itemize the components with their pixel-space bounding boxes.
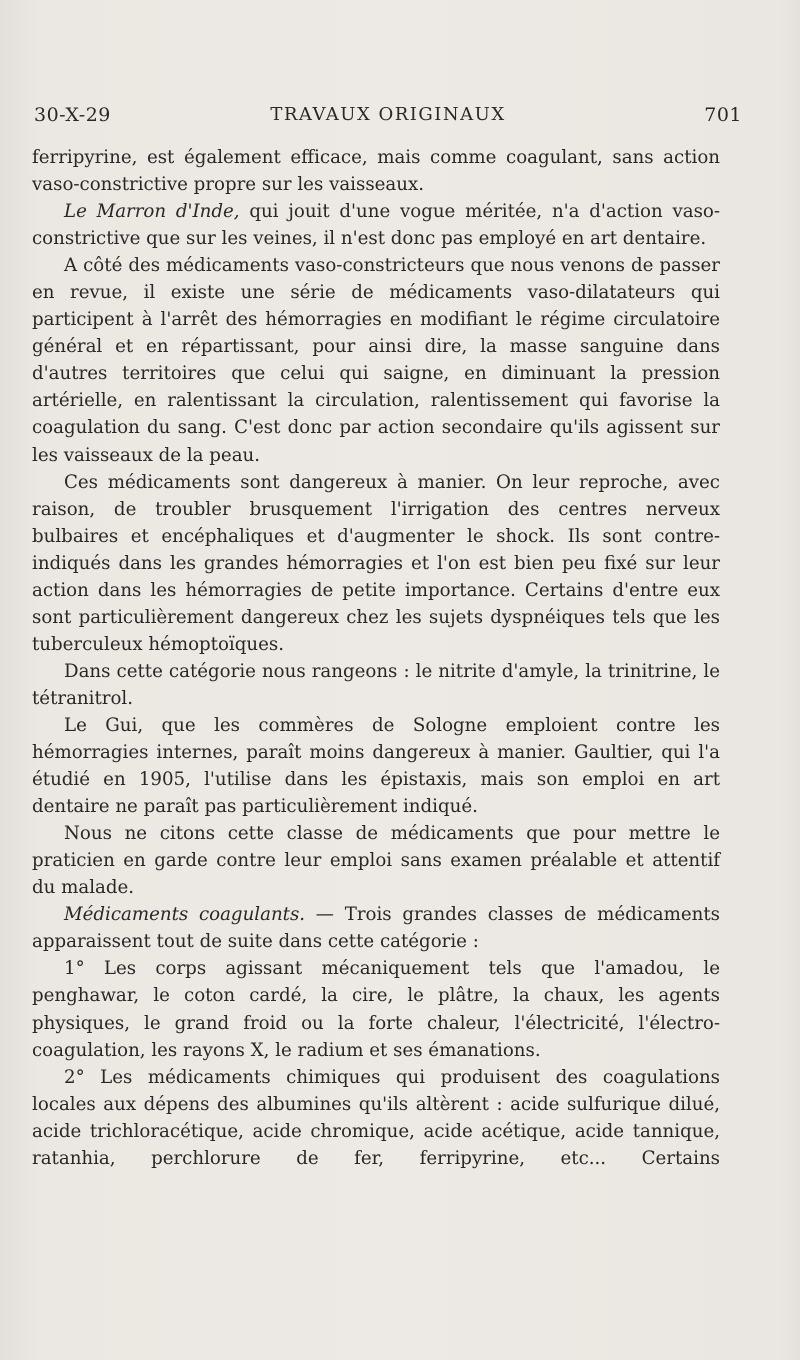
paragraph xyxy=(32,198,720,252)
paragraph-text: Ces médicaments sont dangereux à manier. On leur reproche, avec raison, de troubler brusquement l'irrigation des centres nerveux bulbaires et encéphaliques et d'augmenter le shock. Ils sont contre-indiqués dans les grandes hémorragies et l'on est bien peu fixé sur leur action dans les hémorragies de petite importance. Certains d'entre eux sont particulièrement dangereux chez les sujets dyspnéiques tels que les tuberculeux hémoptoïques. xyxy=(32,471,720,655)
header-section-title: TRAVAUX ORIGINAUX xyxy=(270,104,506,125)
paragraph-text: ferripyrine, est également efficace, mais comme coagulant, sans action vaso-constrictive propre sur les vaisseaux. xyxy=(32,147,720,196)
paragraph xyxy=(32,1064,720,1172)
paragraph-text: 2° Les médicaments chimiques qui produisent des coagulations locales aux dépens des albumines qu'ils altèrent : acide sulfurique dilué, acide trichloracétique, acide chromique, acide acétique, acide tannique, ratanhia, perchlorure de fer, ferripyrine, etc... Certains xyxy=(32,1066,720,1169)
paragraph-text: — Trois grandes classes de médicaments apparaissent tout de suite dans cette catégorie : xyxy=(32,904,721,953)
paragraph-text: 1° Les corps agissant mécaniquement tels que l'amadou, le penghawar, le coton cardé, la cire, le plâtre, la chaux, les agents physiques, le grand froid ou la forte chaleur, l'électricité, l'électro-coagulation, les rayons X, le radium et ses émanations. xyxy=(32,958,720,1061)
paragraph xyxy=(32,901,720,955)
paragraph-text: Dans cette catégorie nous rangeons : le nitrite d'amyle, la trinitrine, le tétranitrol. xyxy=(32,660,720,709)
paragraph-lead-italic: Le Marron d'Inde, xyxy=(64,201,240,223)
paragraph xyxy=(32,658,720,712)
paragraph xyxy=(32,820,720,901)
page-number: 701 xyxy=(704,104,742,126)
paragraph-text: Nous ne citons cette classe de médicaments que pour mettre le praticien en garde contre leur emploi sans examen préalable et attentif du malade. xyxy=(32,823,720,899)
paragraph-text: qui jouit d'une vogue méritée, n'a d'action vaso-constrictive que sur les veines, il n'est donc pas employé en art dentaire. xyxy=(32,201,720,250)
paragraph xyxy=(32,955,720,1063)
paragraph xyxy=(32,712,720,820)
header-date: 30-X-29 xyxy=(34,104,111,126)
paragraph-lead-italic: Médicaments coagulants. xyxy=(64,904,306,926)
paragraph xyxy=(32,252,720,468)
running-header xyxy=(34,104,742,130)
paragraph xyxy=(32,469,720,658)
page-body xyxy=(32,144,720,1172)
paragraph-text: A côté des médicaments vaso-constricteurs que nous venons de passer en revue, il existe une série de médicaments vaso-dilatateurs qui participent à l'arrêt des hémorragies en modifiant le régime circulatoire général et en répartissant, pour ainsi dire, la masse sanguine dans d'autres territoires que celui qui saigne, en diminuant la pression artérielle, en ralentissant la circulation, ralentissement qui favorise la coagulation du sang. C'est donc par action secondaire qu'ils agissent sur les vaisseaux de la peau. xyxy=(32,255,720,466)
paragraph xyxy=(32,144,720,198)
paragraph-text: Le Gui, que les commères de Sologne emploient contre les hémorragies internes, paraît moins dangereux à manier. Gaultier, qui l'a étudié en 1905, l'utilise dans les épistaxis, mais son emploi en art dentaire ne paraît pas particulièrement indiqué. xyxy=(32,714,720,818)
